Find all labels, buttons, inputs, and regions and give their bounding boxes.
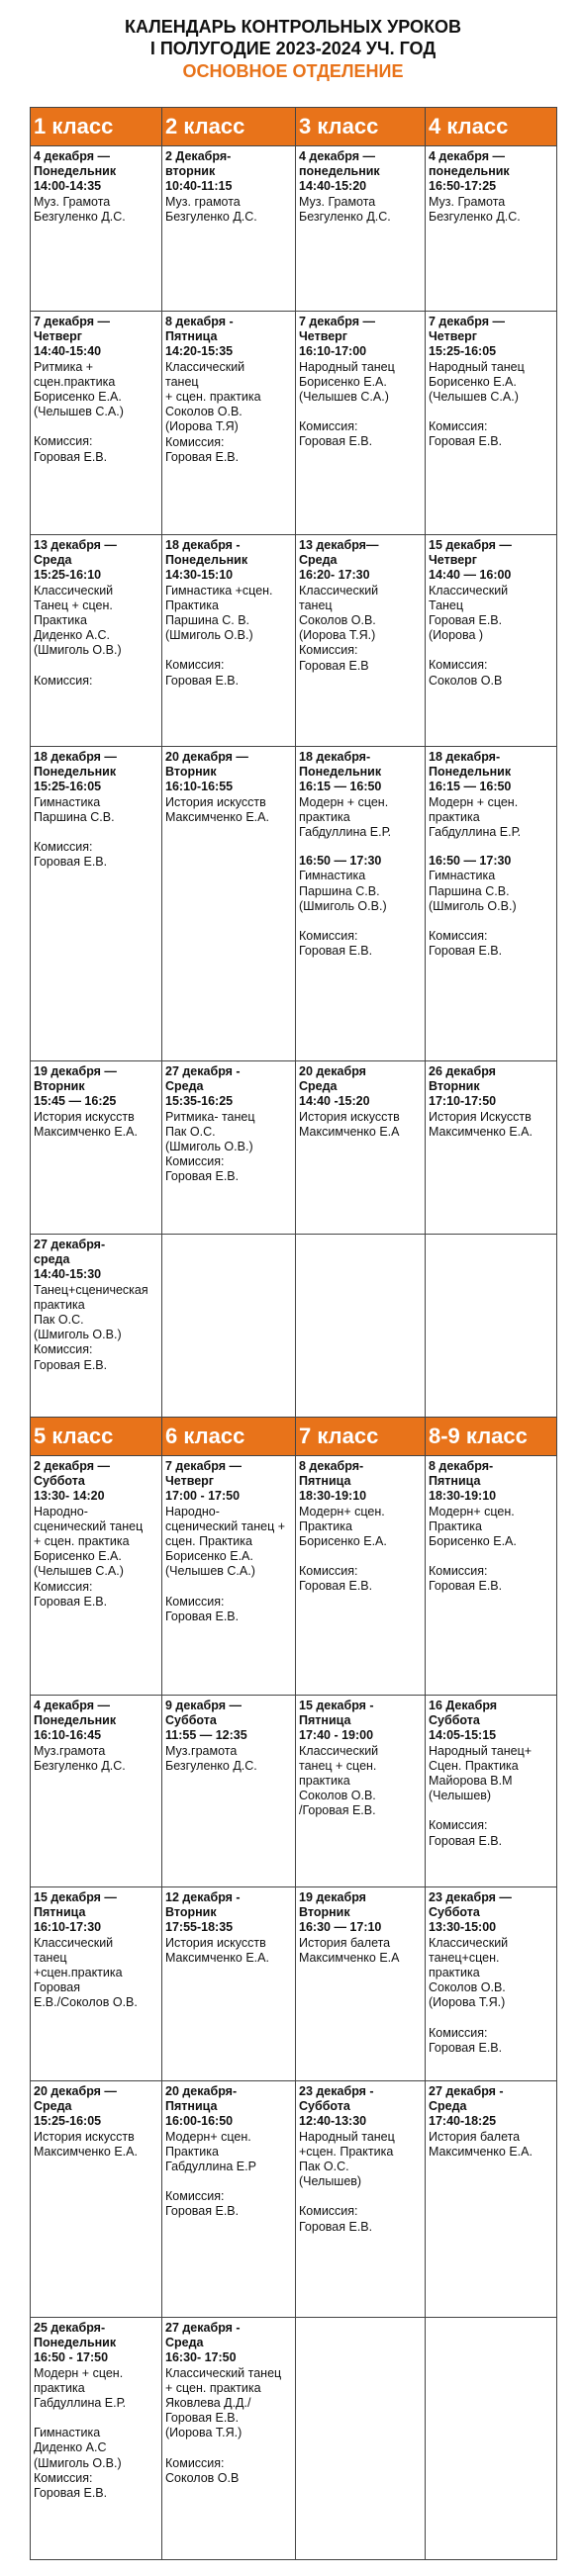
lesson-entry (165, 315, 292, 465)
schedule-row (31, 1887, 557, 2081)
lesson-subject-teacher: Народный танец Борисенко Е.А. (Челышев С.А.) (429, 359, 525, 405)
lesson-commission: Комиссия: Горовая Е.В. (429, 929, 503, 959)
lesson-date-time: 25 декабря- Понедельник 16:50 - 17:50 (34, 2321, 117, 2365)
lesson-subject-teacher: История балета Максимченко Е.А. (429, 2129, 533, 2159)
lesson-commission: Комиссия: Горовая Е.В. (165, 658, 240, 688)
lesson-subject-teacher: Классический Танец Горовая Е.В. (Иорова ) (429, 583, 509, 643)
schedule-cell (426, 2081, 557, 2318)
schedule-cell (296, 535, 426, 747)
lesson-date-time: 23 декабря - Суббота 12:40-13:30 (299, 2084, 374, 2129)
lesson-commission: Комиссия: Горовая Е.В. (165, 1594, 240, 1623)
lesson-entry (34, 1064, 158, 1140)
schedule-cell (296, 2318, 426, 2560)
lesson-date-time: 26 декабря Вторник 17:10-17:50 (429, 1064, 497, 1109)
lesson-date-time: 8 декабря - Пятница 14:20-15:35 (165, 315, 234, 359)
schedule-cell (31, 1061, 162, 1235)
lesson-entry (34, 149, 158, 225)
lesson-commission: Комиссия: Горовая Е.В. (34, 840, 108, 870)
lesson-date-time: 13 декабря— Среда 16:20- 17:30 (299, 538, 379, 583)
schedule-cell (426, 1696, 557, 1887)
lesson-subject-teacher: Модерн + сцен. практика Габдуллина Е.Р. (429, 794, 522, 840)
lesson-subject-teacher: Танец+сценическая практика Пак О.С. (Шмиголь О.В.) Комиссия: Горовая Е.В. (34, 1282, 148, 1372)
schedule-cell (296, 146, 426, 312)
lesson-entry (299, 2084, 422, 2235)
lesson-entry (34, 1459, 158, 1610)
lesson-commission: Комиссия: Соколов О.В (429, 658, 503, 688)
schedule-cell (426, 1235, 557, 1435)
lesson-second-subject: Гимнастика Паршина С.В. (Шмиголь О.В.) (299, 869, 387, 913)
lesson-subject-teacher: Муз. Грамота Безгуленко Д.С. (299, 194, 391, 224)
lesson-subject-teacher: Классический Танец + сцен. Практика Диденко А.С. (Шмиголь О.В.) (34, 583, 122, 658)
schedule-cell (162, 535, 296, 747)
schedule-row (31, 146, 557, 312)
lesson-commission: Комиссия: Горовая Е.В. (429, 419, 503, 449)
lesson-commission: Комиссия: Горовая Е.В. (165, 2189, 240, 2219)
schedule-table-grades-1-4 (30, 107, 557, 1435)
schedule-cell (426, 1456, 557, 1696)
schedule-cell (162, 2081, 296, 2318)
lesson-entry (299, 538, 422, 674)
lesson-commission: Комиссия: Соколов О.В (165, 2455, 240, 2485)
lesson-date-time: 15 декабря - Пятница 17:40 - 19:00 (299, 1699, 374, 1743)
lesson-date-time: 4 декабря — понедельник 16:50-17:25 (429, 149, 510, 194)
schedule-row (31, 312, 557, 535)
lesson-subject-teacher: Народный танец +сцен. Практика Пак О.С. (Челышев) (299, 2129, 395, 2189)
schedule-cell (162, 1061, 296, 1235)
lesson-subject-teacher: Муз. Грамота Безгуленко Д.С. (34, 194, 126, 224)
column-header: 6 класс (162, 1418, 296, 1456)
lesson-subject-teacher: Модерн + сцен. практика Габдуллина Е.Р. (34, 2365, 127, 2411)
lesson-date-time: 15 декабря — Пятница 16:10-17:30 (34, 1890, 117, 1935)
lesson-commission: Комиссия: Горовая Е.В. (299, 419, 373, 449)
lesson-entry (165, 1064, 292, 1185)
lesson-date-time: 4 декабря — Понедельник 16:10-16:45 (34, 1699, 117, 1743)
lesson-date-time: 7 декабря — Четверг 16:10-17:00 (299, 315, 375, 359)
schedule-row (31, 1456, 557, 1696)
column-header: 3 класс (296, 108, 426, 146)
schedule-row (31, 1061, 557, 1235)
lesson-entry (429, 2084, 553, 2160)
schedule-cell (31, 1887, 162, 2081)
lesson-entry (34, 1890, 158, 2011)
lesson-entry (165, 2321, 292, 2486)
schedule-cell (162, 1235, 296, 1435)
lesson-commission: Гимнастика Диденко А.С (Шмиголь О.В.) Комиссия: Горовая Е.В. (34, 2426, 122, 2501)
schedule-cell (31, 312, 162, 535)
schedule-cell (296, 1061, 426, 1235)
schedule-cell (296, 747, 426, 1061)
lesson-entry (299, 315, 422, 450)
lesson-entry (34, 1699, 158, 1774)
lesson-entry (429, 1890, 553, 2056)
lesson-second-time: 16:50 — 17:30 (299, 854, 382, 869)
lesson-entry (429, 1064, 553, 1140)
schedule-cell (31, 1696, 162, 1887)
lesson-entry (429, 315, 553, 450)
schedule-cell (162, 747, 296, 1061)
schedule-cell (31, 2081, 162, 2318)
schedule-cell (426, 146, 557, 312)
column-header: 1 класс (31, 108, 162, 146)
schedule-cell (162, 1696, 296, 1887)
lesson-subject-teacher: Классический танец + сцен. практика Яковлева Д.Д./ Горовая Е.В. (Иорова Т.Я.) (165, 2365, 282, 2440)
lesson-subject-teacher: История искусств Максимченко Е.А (299, 1109, 400, 1139)
lesson-date-time: 7 декабря — Четверг 14:40-15:40 (34, 315, 110, 359)
lesson-date-time: 2 Декабря- вторник 10:40-11:15 (165, 149, 233, 194)
lesson-entry (165, 750, 292, 825)
lesson-commission: Комиссия: Горовая Е.В. (429, 1564, 503, 1594)
lesson-commission: Комиссия: Горовая Е.В. (299, 1564, 373, 1594)
lesson-subject-teacher: Классический танец + сцен. практика Соколов О.В. /Горовая Е.В. (299, 1743, 379, 1818)
lesson-date-time: 27 декабря - Среда 15:35-16:25 (165, 1064, 241, 1109)
lesson-commission: Комиссия: Горовая Е.В. (34, 434, 108, 464)
lesson-subject-teacher: Модерн + сцен. практика Габдуллина Е.Р. (299, 794, 392, 840)
column-header: 7 класс (296, 1418, 426, 1456)
column-header: 4 класс (426, 108, 557, 146)
lesson-entry (299, 750, 422, 959)
lesson-subject-teacher: Муз. грамота Безгуленко Д.С. (165, 194, 257, 224)
lesson-subject-teacher: Классический танец Соколов О.В. (Иорова Т.Я.) Комиссия: Горовая Е.В (299, 583, 379, 673)
calendar-header (30, 0, 556, 82)
schedule-cell (426, 1061, 557, 1235)
lesson-entry (429, 1459, 553, 1595)
lesson-entry (34, 315, 158, 465)
lesson-subject-teacher: Народно- сценический танец + сцен. Практика Борисенко Е.А. (Челышев С.А.) (165, 1504, 286, 1579)
schedule-cell (162, 2318, 296, 2560)
lesson-commission: Комиссия: Горовая Е.В. (429, 1818, 503, 1848)
lesson-entry (429, 1699, 553, 1849)
lesson-date-time: 20 декабря — Вторник 16:10-16:55 (165, 750, 248, 794)
lesson-subject-teacher: Ритмика + сцен.практика Борисенко Е.А. (Челышев С.А.) (34, 359, 124, 419)
lesson-entry (299, 1064, 422, 1140)
column-header: 8-9 класс (426, 1418, 557, 1456)
schedule-cell (296, 1887, 426, 2081)
lesson-date-time: 18 декабря- Понедельник 16:15 — 16:50 (299, 750, 382, 794)
schedule-cell (31, 747, 162, 1061)
lesson-date-time: 19 декабря — Вторник 15:45 — 16:25 (34, 1064, 117, 1109)
lesson-entry (429, 149, 553, 225)
lesson-entry (299, 1890, 422, 1966)
lesson-date-time: 12 декабря - Вторник 17:55-18:35 (165, 1890, 241, 1935)
lesson-entry (165, 1459, 292, 1624)
lesson-subject-teacher: Модерн+ сцен. Практика Борисенко Е.А. (299, 1504, 387, 1549)
schedule-cell (31, 1456, 162, 1696)
lesson-subject-teacher: История искусств Максимченко Е.А. (34, 1109, 138, 1139)
lesson-entry (34, 2084, 158, 2160)
lesson-subject-teacher: Народно- сценический танец + сцен. практика Борисенко Е.А. (Челышев С.А.) Комиссия: Горовая Е.В. (34, 1504, 144, 1609)
lesson-subject-teacher: История искусств Максимченко Е.А. (165, 794, 269, 824)
lesson-date-time: 7 декабря — Четверг 17:00 - 17:50 (165, 1459, 242, 1504)
schedule-cell (426, 747, 557, 1061)
lesson-entry (429, 538, 553, 689)
lesson-entry (299, 1459, 422, 1595)
lesson-subject-teacher: Муз.грамота Безгуленко Д.С. (165, 1743, 257, 1773)
lesson-date-time: 2 декабря — Суббота 13:30- 14:20 (34, 1459, 110, 1504)
lesson-subject-teacher: Народный танец Борисенко Е.А. (Челышев С.А.) (299, 359, 395, 405)
lesson-subject-teacher: Муз. Грамота Безгуленко Д.С. (429, 194, 521, 224)
column-header: 2 класс (162, 108, 296, 146)
department-subtitle: ОСНОВНОЕ ОТДЕЛЕНИЕ (182, 61, 404, 81)
lesson-entry (34, 1238, 158, 1373)
schedule-row (31, 535, 557, 747)
schedule-table-grades-5-9 (30, 1417, 557, 2560)
lesson-date-time: 20 декабря — Среда 15:25-16:05 (34, 2084, 117, 2129)
schedule-cell (426, 312, 557, 535)
lesson-entry (299, 1699, 422, 1819)
lesson-date-time: 27 декабря- среда 14:40-15:30 (34, 1238, 106, 1282)
lesson-date-time: 18 декабря - Понедельник 14:30-15:10 (165, 538, 248, 583)
lesson-commission: Комиссия: Горовая Е.В. (299, 2204, 373, 2234)
schedule-cell (162, 312, 296, 535)
lesson-date-time: 20 декабря Среда 14:40 -15:20 (299, 1064, 370, 1109)
schedule-cell (31, 2318, 162, 2560)
lesson-subject-teacher: Модерн+ сцен. Практика Габдуллина Е.Р (165, 2129, 256, 2174)
lesson-date-time: 8 декабря- Пятница 18:30-19:10 (429, 1459, 497, 1504)
lesson-date-time: 9 декабря — Суббота 11:55 — 12:35 (165, 1699, 247, 1743)
lesson-commission: Комиссия: Горовая Е.В. (299, 929, 373, 959)
lesson-date-time: 15 декабря — Четверг 14:40 — 16:00 (429, 538, 512, 583)
schedule-cell (296, 1235, 426, 1435)
lesson-entry (429, 750, 553, 959)
lesson-date-time: 19 декабря Вторник 16:30 — 17:10 (299, 1890, 382, 1935)
lesson-entry (299, 149, 422, 225)
lesson-subject-teacher: Ритмика- танец Пак О.С. (Шмиголь О.В.) Комиссия: Горовая Е.В. (165, 1109, 255, 1184)
schedule-cell (296, 1456, 426, 1696)
lesson-commission: Комиссия: (34, 673, 93, 688)
lesson-entry (34, 750, 158, 870)
lesson-date-time: 18 декабря — Понедельник 15:25-16:05 (34, 750, 117, 794)
schedule-cell (162, 1456, 296, 1696)
schedule-row (31, 2081, 557, 2318)
lesson-date-time: 27 декабря - Среда 17:40-18:25 (429, 2084, 504, 2129)
schedule-cell (162, 146, 296, 312)
lesson-date-time: 4 декабря — понедельник 14:40-15:20 (299, 149, 380, 194)
lesson-entry (165, 538, 292, 689)
lesson-date-time: 7 декабря — Четверг 15:25-16:05 (429, 315, 505, 359)
lesson-subject-teacher: История искусств Максимченко Е.А. (34, 2129, 138, 2159)
schedule-cell (31, 1235, 162, 1435)
lesson-subject-teacher: Классический танец + сцен. практика Соколов О.В. (Иорова Т.Я) Комиссия: Горовая Е.В. (165, 359, 261, 464)
lesson-second-subject: Гимнастика Паршина С.В. (Шмиголь О.В.) (429, 869, 517, 913)
lesson-date-time: 27 декабря - Среда 16:30- 17:50 (165, 2321, 241, 2365)
lesson-date-time: 18 декабря- Понедельник 16:15 — 16:50 (429, 750, 512, 794)
lesson-subject-teacher: Гимнастика +сцен. Практика Паршина С. В. (Шмиголь О.В.) (165, 583, 273, 643)
schedule-row (31, 1696, 557, 1887)
lesson-subject-teacher: Народный танец+ Сцен. Практика Майорова В.М (Челышев) (429, 1743, 533, 1803)
schedule-cell (296, 1696, 426, 1887)
lesson-date-time: 4 декабря — Понедельник 14:00-14:35 (34, 149, 117, 194)
lesson-entry (34, 2321, 158, 2501)
lesson-subject-teacher: Гимнастика Паршина С.В. (34, 794, 115, 824)
schedule-row (31, 2318, 557, 2560)
lesson-entry (165, 2084, 292, 2220)
schedule-cell (296, 312, 426, 535)
lesson-date-time: 13 декабря — Среда 15:25-16:10 (34, 538, 117, 583)
schedule-cell (426, 2318, 557, 2560)
schedule-cell (31, 535, 162, 747)
lesson-subject-teacher: Классический танец+сцен. практика Соколов О.В. (Иорова Т.Я.) (429, 1935, 509, 2010)
lesson-date-time: 16 Декабря Суббота 14:05-15:15 (429, 1699, 498, 1743)
lesson-subject-teacher: История балета Максимченко Е.А (299, 1935, 400, 1965)
schedule-cell (296, 2081, 426, 2318)
lesson-subject-teacher: Классический танец +сцен.практика Горовая Е.В./Соколов О.В. (34, 1935, 138, 2010)
lesson-date-time: 8 декабря- Пятница 18:30-19:10 (299, 1459, 367, 1504)
lesson-subject-teacher: История искусств Максимченко Е.А. (165, 1935, 269, 1965)
lesson-entry (165, 149, 292, 225)
lesson-date-time: 20 декабря- Пятница 16:00-16:50 (165, 2084, 238, 2129)
schedule-cell (426, 535, 557, 747)
lesson-entry (34, 538, 158, 689)
schedule-cell (162, 1887, 296, 2081)
lesson-subject-teacher: Муз.грамота Безгуленко Д.С. (34, 1743, 126, 1773)
schedule-cell (31, 146, 162, 312)
lesson-entry (165, 1699, 292, 1774)
calendar-page (30, 0, 556, 2501)
column-header: 5 класс (31, 1418, 162, 1456)
lesson-entry (165, 1890, 292, 1966)
calendar-title-line2: I ПОЛУГОДИЕ 2023-2024 УЧ. ГОД (149, 39, 437, 58)
lesson-subject-teacher: История Искусств Максимченко Е.А. (429, 1109, 533, 1139)
lesson-subject-teacher: Модерн+ сцен. Практика Борисенко Е.А. (429, 1504, 517, 1549)
calendar-title-line1: КАЛЕНДАРЬ КОНТРОЛЬНЫХ УРОКОВ (124, 17, 462, 37)
schedule-row (31, 747, 557, 1061)
lesson-commission: Комиссия: Горовая Е.В. (429, 2025, 503, 2055)
schedule-cell (426, 1887, 557, 2081)
lesson-date-time: 23 декабря — Суббота 13:30-15:00 (429, 1890, 512, 1935)
lesson-second-time: 16:50 — 17:30 (429, 854, 512, 869)
schedule-row (31, 1235, 557, 1435)
